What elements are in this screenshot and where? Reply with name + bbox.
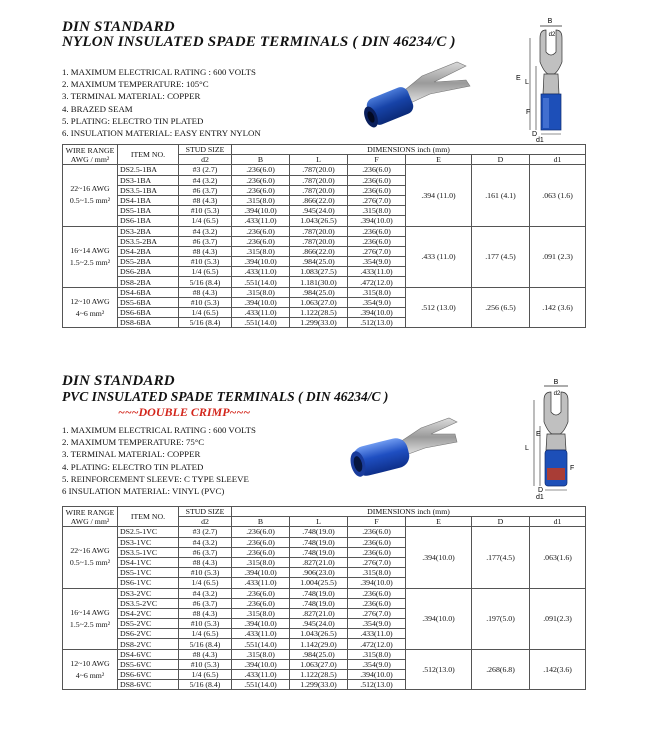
l-cell: .945(24.0) (290, 619, 348, 629)
spec-item: 4. PLATING: ELECTRO TIN PLATED (62, 461, 204, 472)
item-no-cell: DS6-6VC (118, 670, 179, 680)
header-d1: d1 (530, 517, 586, 527)
header-wire-range (63, 145, 118, 165)
item-no-cell: DS3-2VC (118, 588, 179, 598)
header-d: D (472, 517, 530, 527)
f-cell: .354(9.0) (348, 659, 406, 669)
l-cell: .827(21.0) (290, 608, 348, 618)
d-cell: .268(6.8) (472, 649, 530, 690)
item-no-cell: DS8-2BA (118, 277, 179, 287)
stud-size-cell: #4 (3.2) (179, 588, 232, 598)
b-cell: .433(11.0) (232, 670, 290, 680)
b-cell: .394(10.0) (232, 206, 290, 216)
section-subtitle: NYLON INSULATED SPADE TERMINALS ( DIN 46234/C ) (62, 34, 456, 50)
stud-size-cell: 1/4 (6.5) (179, 578, 232, 588)
l-cell: .827(21.0) (290, 557, 348, 567)
stud-size-cell: #4 (3.2) (179, 175, 232, 185)
wire-range-cell (63, 527, 118, 588)
e-cell: .394 (11.0) (406, 165, 472, 226)
item-no-cell: DS4-1BA (118, 195, 179, 205)
b-cell: .394(10.0) (232, 297, 290, 307)
stud-size-cell: #10 (5.3) (179, 568, 232, 578)
d1-cell: .063(1.6) (530, 527, 586, 588)
wire-range-cell (63, 287, 118, 328)
d1-cell: .142 (3.6) (530, 287, 586, 328)
section-title: DIN STANDARD (62, 373, 175, 389)
b-cell: .236(6.0) (232, 226, 290, 236)
spec-table-nylon (62, 144, 586, 328)
b-cell: .315(8.0) (232, 608, 290, 618)
e-cell: .394(10.0) (406, 588, 472, 649)
f-cell: .354(9.0) (348, 257, 406, 267)
table-header-row (63, 507, 586, 517)
spec-item: 5. PLATING: ELECTRO TIN PLATED (62, 115, 204, 126)
diagram-label-d: D (538, 487, 544, 494)
item-no-cell: DS3.5-1VC (118, 547, 179, 557)
b-cell: .315(8.0) (232, 557, 290, 567)
table-row (63, 287, 586, 297)
stud-size-cell: 1/4 (6.5) (179, 670, 232, 680)
stud-size-cell: 1/4 (6.5) (179, 267, 232, 277)
table-row (63, 165, 586, 175)
diagram-label-f: F (526, 109, 531, 116)
l-cell: .748(19.0) (290, 527, 348, 537)
b-cell: .315(8.0) (232, 195, 290, 205)
item-no-cell: DS8-2VC (118, 639, 179, 649)
wire-range-cell (63, 588, 118, 649)
mm-range: 1.5~2.5 mm² (69, 619, 111, 629)
item-no-cell: DS6-6BA (118, 308, 179, 318)
dimension-diagram-pvc (506, 378, 582, 500)
l-cell: 1.299(33.0) (290, 680, 348, 690)
header-wire-range (63, 507, 118, 527)
stud-size-cell: #8 (4.3) (179, 557, 232, 567)
l-cell: .748(19.0) (290, 537, 348, 547)
item-no-cell: DS6-1BA (118, 216, 179, 226)
e-cell: .394(10.0) (406, 527, 472, 588)
stud-size-cell: #8 (4.3) (179, 608, 232, 618)
b-cell: .236(6.0) (232, 175, 290, 185)
b-cell: .551(14.0) (232, 680, 290, 690)
header-dimensions: DIMENSIONS inch (mm) (232, 145, 586, 155)
d-cell: .177(4.5) (472, 527, 530, 588)
wire-range-cell (63, 649, 118, 690)
f-cell: .472(12.0) (348, 277, 406, 287)
e-cell: .433 (11.0) (406, 226, 472, 287)
f-cell: .315(8.0) (348, 287, 406, 297)
f-cell: .354(9.0) (348, 619, 406, 629)
item-no-cell: DS3.5-1BA (118, 185, 179, 195)
b-cell: .433(11.0) (232, 629, 290, 639)
awg-range: 22~16 AWG (70, 184, 110, 194)
b-cell: .236(6.0) (232, 588, 290, 598)
f-cell: .276(7.0) (348, 195, 406, 205)
header-awg-label: AWG / mm² (70, 516, 110, 526)
d1-cell: .091 (2.3) (530, 226, 586, 287)
stud-size-cell: #8 (4.3) (179, 195, 232, 205)
b-cell: .236(6.0) (232, 547, 290, 557)
stud-size-cell: #8 (4.3) (179, 649, 232, 659)
stud-size-cell: 1/4 (6.5) (179, 216, 232, 226)
stud-size-cell: #10 (5.3) (179, 297, 232, 307)
f-cell: .433(11.0) (348, 629, 406, 639)
stud-size-cell: #10 (5.3) (179, 257, 232, 267)
double-crimp-label: ~~~DOUBLE CRIMP~~~ (118, 405, 251, 419)
diagram-label-b: B (547, 18, 553, 25)
wire-range-cell (63, 165, 118, 226)
stud-size-cell: #10 (5.3) (179, 206, 232, 216)
header-dimensions: DIMENSIONS inch (mm) (232, 507, 586, 517)
l-cell: .984(25.0) (290, 257, 348, 267)
b-cell: .315(8.0) (232, 649, 290, 659)
terminal-photo-nylon (362, 54, 472, 129)
l-cell: .787(20.0) (290, 226, 348, 236)
b-cell: .433(11.0) (232, 578, 290, 588)
f-cell: .236(6.0) (348, 588, 406, 598)
b-cell: .236(6.0) (232, 598, 290, 608)
f-cell: .394(10.0) (348, 578, 406, 588)
l-cell: 1.142(29.0) (290, 639, 348, 649)
table-row (63, 649, 586, 659)
header-f: F (348, 155, 406, 165)
header-l: L (290, 155, 348, 165)
f-cell: .315(8.0) (348, 568, 406, 578)
mm-range: 1.5~2.5 mm² (69, 257, 111, 267)
l-cell: .984(25.0) (290, 287, 348, 297)
d1-cell: .063 (1.6) (530, 165, 586, 226)
stud-size-cell: 5/16 (8.4) (179, 639, 232, 649)
stud-size-cell: #8 (4.3) (179, 246, 232, 256)
item-no-cell: DS8-6VC (118, 680, 179, 690)
awg-range: 12~10 AWG (70, 658, 110, 668)
diagram-label-d: D (532, 131, 538, 138)
l-cell: 1.063(27.0) (290, 297, 348, 307)
item-no-cell: DS2.5-1VC (118, 527, 179, 537)
b-cell: .551(14.0) (232, 277, 290, 287)
item-no-cell: DS6-1VC (118, 578, 179, 588)
l-cell: 1.043(26.5) (290, 629, 348, 639)
item-no-cell: DS5-6VC (118, 659, 179, 669)
f-cell: .236(6.0) (348, 547, 406, 557)
mm-range: 4~6 mm² (75, 308, 105, 318)
header-e: E (406, 517, 472, 527)
f-cell: .354(9.0) (348, 297, 406, 307)
item-no-cell: DS5-1BA (118, 206, 179, 216)
item-no-cell: DS3-2BA (118, 226, 179, 236)
diagram-label-l: L (525, 79, 529, 86)
header-l: L (290, 517, 348, 527)
table-row (63, 226, 586, 236)
b-cell: .236(6.0) (232, 236, 290, 246)
stud-size-cell: #3 (2.7) (179, 165, 232, 175)
item-no-cell: DS5-2VC (118, 619, 179, 629)
b-cell: .394(10.0) (232, 257, 290, 267)
terminal-photo-pvc (345, 412, 460, 484)
d1-cell: .142(3.6) (530, 649, 586, 690)
stud-size-cell: 5/16 (8.4) (179, 318, 232, 328)
l-cell: .906(23.0) (290, 568, 348, 578)
f-cell: .276(7.0) (348, 557, 406, 567)
f-cell: .315(8.0) (348, 206, 406, 216)
f-cell: .236(6.0) (348, 236, 406, 246)
table-row (63, 527, 586, 537)
dimension-diagram-nylon (496, 12, 576, 142)
e-cell: .512 (13.0) (406, 287, 472, 328)
item-no-cell: DS4-6BA (118, 287, 179, 297)
spec-item: 4. BRAZED SEAM (62, 103, 133, 114)
header-stud-size: STUD SIZE (179, 507, 232, 517)
stud-size-cell: 1/4 (6.5) (179, 308, 232, 318)
f-cell: .433(11.0) (348, 267, 406, 277)
l-cell: .945(24.0) (290, 206, 348, 216)
item-no-cell: DS3-1VC (118, 537, 179, 547)
d-cell: .161 (4.1) (472, 165, 530, 226)
item-no-cell: DS4-6VC (118, 649, 179, 659)
l-cell: .984(25.0) (290, 649, 348, 659)
f-cell: .315(8.0) (348, 649, 406, 659)
awg-range: 22~16 AWG (70, 546, 110, 556)
d-cell: .177 (4.5) (472, 226, 530, 287)
item-no-cell: DS5-2BA (118, 257, 179, 267)
mm-range: 0.5~1.5 mm² (69, 196, 111, 206)
item-no-cell: DS8-6BA (118, 318, 179, 328)
stud-size-cell: #6 (3.7) (179, 236, 232, 246)
diagram-label-l: L (525, 445, 529, 452)
f-cell: .236(6.0) (348, 527, 406, 537)
item-no-cell: DS5-1VC (118, 568, 179, 578)
diagram-label-d1: d1 (536, 137, 544, 142)
b-cell: .236(6.0) (232, 537, 290, 547)
b-cell: .236(6.0) (232, 185, 290, 195)
b-cell: .394(10.0) (232, 568, 290, 578)
l-cell: .748(19.0) (290, 547, 348, 557)
spec-item: 6. INSULATION MATERIAL: EASY ENTRY NYLON (62, 128, 261, 139)
stud-size-cell: #4 (3.2) (179, 537, 232, 547)
b-cell: .236(6.0) (232, 527, 290, 537)
f-cell: .236(6.0) (348, 185, 406, 195)
b-cell: .315(8.0) (232, 246, 290, 256)
item-no-cell: DS6-2BA (118, 267, 179, 277)
f-cell: .394(10.0) (348, 670, 406, 680)
spec-item: 5. REINFORCEMENT SLEEVE: C TYPE SLEEVE (62, 473, 249, 484)
item-no-cell: DS4-1VC (118, 557, 179, 567)
f-cell: .276(7.0) (348, 246, 406, 256)
spec-item: 3. TERMINAL MATERIAL: COPPER (62, 91, 201, 102)
f-cell: .236(6.0) (348, 226, 406, 236)
b-cell: .433(11.0) (232, 216, 290, 226)
stud-size-cell: 5/16 (8.4) (179, 277, 232, 287)
b-cell: .315(8.0) (232, 287, 290, 297)
stud-size-cell: #10 (5.3) (179, 619, 232, 629)
spec-item: 1. MAXIMUM ELECTRICAL RATING : 600 VOLTS (62, 67, 256, 77)
l-cell: .787(20.0) (290, 185, 348, 195)
l-cell: 1.122(28.5) (290, 670, 348, 680)
awg-range: 16~14 AWG (70, 245, 110, 255)
spec-item: 2. MAXIMUM TEMPERATURE: 75°C (62, 437, 205, 448)
item-no-cell: DS4-2VC (118, 608, 179, 618)
header-d1: d1 (530, 155, 586, 165)
header-wire-range-label: WIRE RANGE (65, 507, 115, 517)
section-subtitle: PVC INSULATED SPADE TERMINALS ( DIN 46234/C ) (62, 389, 389, 404)
header-stud-size: STUD SIZE (179, 145, 232, 155)
item-no-cell: DS3-1BA (118, 175, 179, 185)
header-item-no: ITEM NO. (118, 145, 179, 165)
l-cell: 1.083(27.5) (290, 267, 348, 277)
item-no-cell: DS5-6BA (118, 297, 179, 307)
l-cell: .787(20.0) (290, 236, 348, 246)
d-cell: .256 (6.5) (472, 287, 530, 328)
header-d: D (472, 155, 530, 165)
l-cell: 1.299(33.0) (290, 318, 348, 328)
l-cell: 1.043(26.5) (290, 216, 348, 226)
l-cell: 1.181(30.0) (290, 277, 348, 287)
awg-range: 16~14 AWG (70, 607, 110, 617)
f-cell: .236(6.0) (348, 165, 406, 175)
d-cell: .197(5.0) (472, 588, 530, 649)
spec-item: 2. MAXIMUM TEMPERATURE: 105°C (62, 79, 209, 90)
mm-range: 0.5~1.5 mm² (69, 558, 111, 568)
mm-range: 4~6 mm² (75, 670, 105, 680)
f-cell: .512(13.0) (348, 318, 406, 328)
l-cell: 1.063(27.0) (290, 659, 348, 669)
f-cell: .394(10.0) (348, 216, 406, 226)
item-no-cell: DS2.5-1BA (118, 165, 179, 175)
f-cell: .236(6.0) (348, 598, 406, 608)
diagram-label-d1: d1 (536, 494, 544, 500)
header-b: B (232, 155, 290, 165)
l-cell: .866(22.0) (290, 195, 348, 205)
header-e: E (406, 155, 472, 165)
f-cell: .236(6.0) (348, 175, 406, 185)
section-title: DIN STANDARD (62, 19, 175, 35)
stud-size-cell: 5/16 (8.4) (179, 680, 232, 690)
l-cell: .748(19.0) (290, 588, 348, 598)
b-cell: .236(6.0) (232, 165, 290, 175)
d1-cell: .091(2.3) (530, 588, 586, 649)
table-header-row (63, 145, 586, 155)
b-cell: .433(11.0) (232, 308, 290, 318)
diagram-label-f: F (570, 465, 575, 472)
l-cell: 1.122(28.5) (290, 308, 348, 318)
diagram-label-d2: d2 (553, 391, 561, 397)
diagram-label-e: E (536, 431, 541, 438)
table-row (63, 588, 586, 598)
header-stud-unit: d2 (179, 517, 232, 527)
spec-item: 1. MAXIMUM ELECTRICAL RATING : 600 VOLTS (62, 425, 256, 435)
f-cell: .394(10.0) (348, 308, 406, 318)
item-no-cell: DS4-2BA (118, 246, 179, 256)
stud-size-cell: #10 (5.3) (179, 659, 232, 669)
l-cell: .787(20.0) (290, 165, 348, 175)
stud-size-cell: #4 (3.2) (179, 226, 232, 236)
header-stud-unit: d2 (179, 155, 232, 165)
item-no-cell: DS6-2VC (118, 629, 179, 639)
stud-size-cell: #8 (4.3) (179, 287, 232, 297)
stud-size-cell: 1/4 (6.5) (179, 629, 232, 639)
b-cell: .551(14.0) (232, 318, 290, 328)
b-cell: .551(14.0) (232, 639, 290, 649)
l-cell: .866(22.0) (290, 246, 348, 256)
diagram-label-b: B (553, 379, 559, 386)
f-cell: .236(6.0) (348, 537, 406, 547)
stud-size-cell: #6 (3.7) (179, 598, 232, 608)
wire-range-cell (63, 226, 118, 287)
header-b: B (232, 517, 290, 527)
f-cell: .276(7.0) (348, 608, 406, 618)
stud-size-cell: #6 (3.7) (179, 185, 232, 195)
l-cell: .787(20.0) (290, 175, 348, 185)
diagram-label-d2: d2 (548, 32, 556, 38)
stud-size-cell: #6 (3.7) (179, 547, 232, 557)
b-cell: .394(10.0) (232, 659, 290, 669)
b-cell: .394(10.0) (232, 619, 290, 629)
spec-table-pvc (62, 506, 586, 690)
l-cell: .748(19.0) (290, 598, 348, 608)
item-no-cell: DS3.5-2VC (118, 598, 179, 608)
header-awg-label: AWG / mm² (70, 154, 110, 164)
f-cell: .512(13.0) (348, 680, 406, 690)
awg-range: 12~10 AWG (70, 296, 110, 306)
stud-size-cell: #3 (2.7) (179, 527, 232, 537)
b-cell: .433(11.0) (232, 267, 290, 277)
item-no-cell: DS3.5-2BA (118, 236, 179, 246)
f-cell: .472(12.0) (348, 639, 406, 649)
e-cell: .512(13.0) (406, 649, 472, 690)
header-f: F (348, 517, 406, 527)
header-item-no: ITEM NO. (118, 507, 179, 527)
l-cell: 1.004(25.5) (290, 578, 348, 588)
header-wire-range-label: WIRE RANGE (65, 145, 115, 155)
diagram-label-e: E (516, 75, 521, 82)
spec-item: 3. TERMINAL MATERIAL: COPPER (62, 449, 201, 460)
spec-item: 6 INSULATION MATERIAL: VINYL (PVC) (62, 486, 225, 497)
